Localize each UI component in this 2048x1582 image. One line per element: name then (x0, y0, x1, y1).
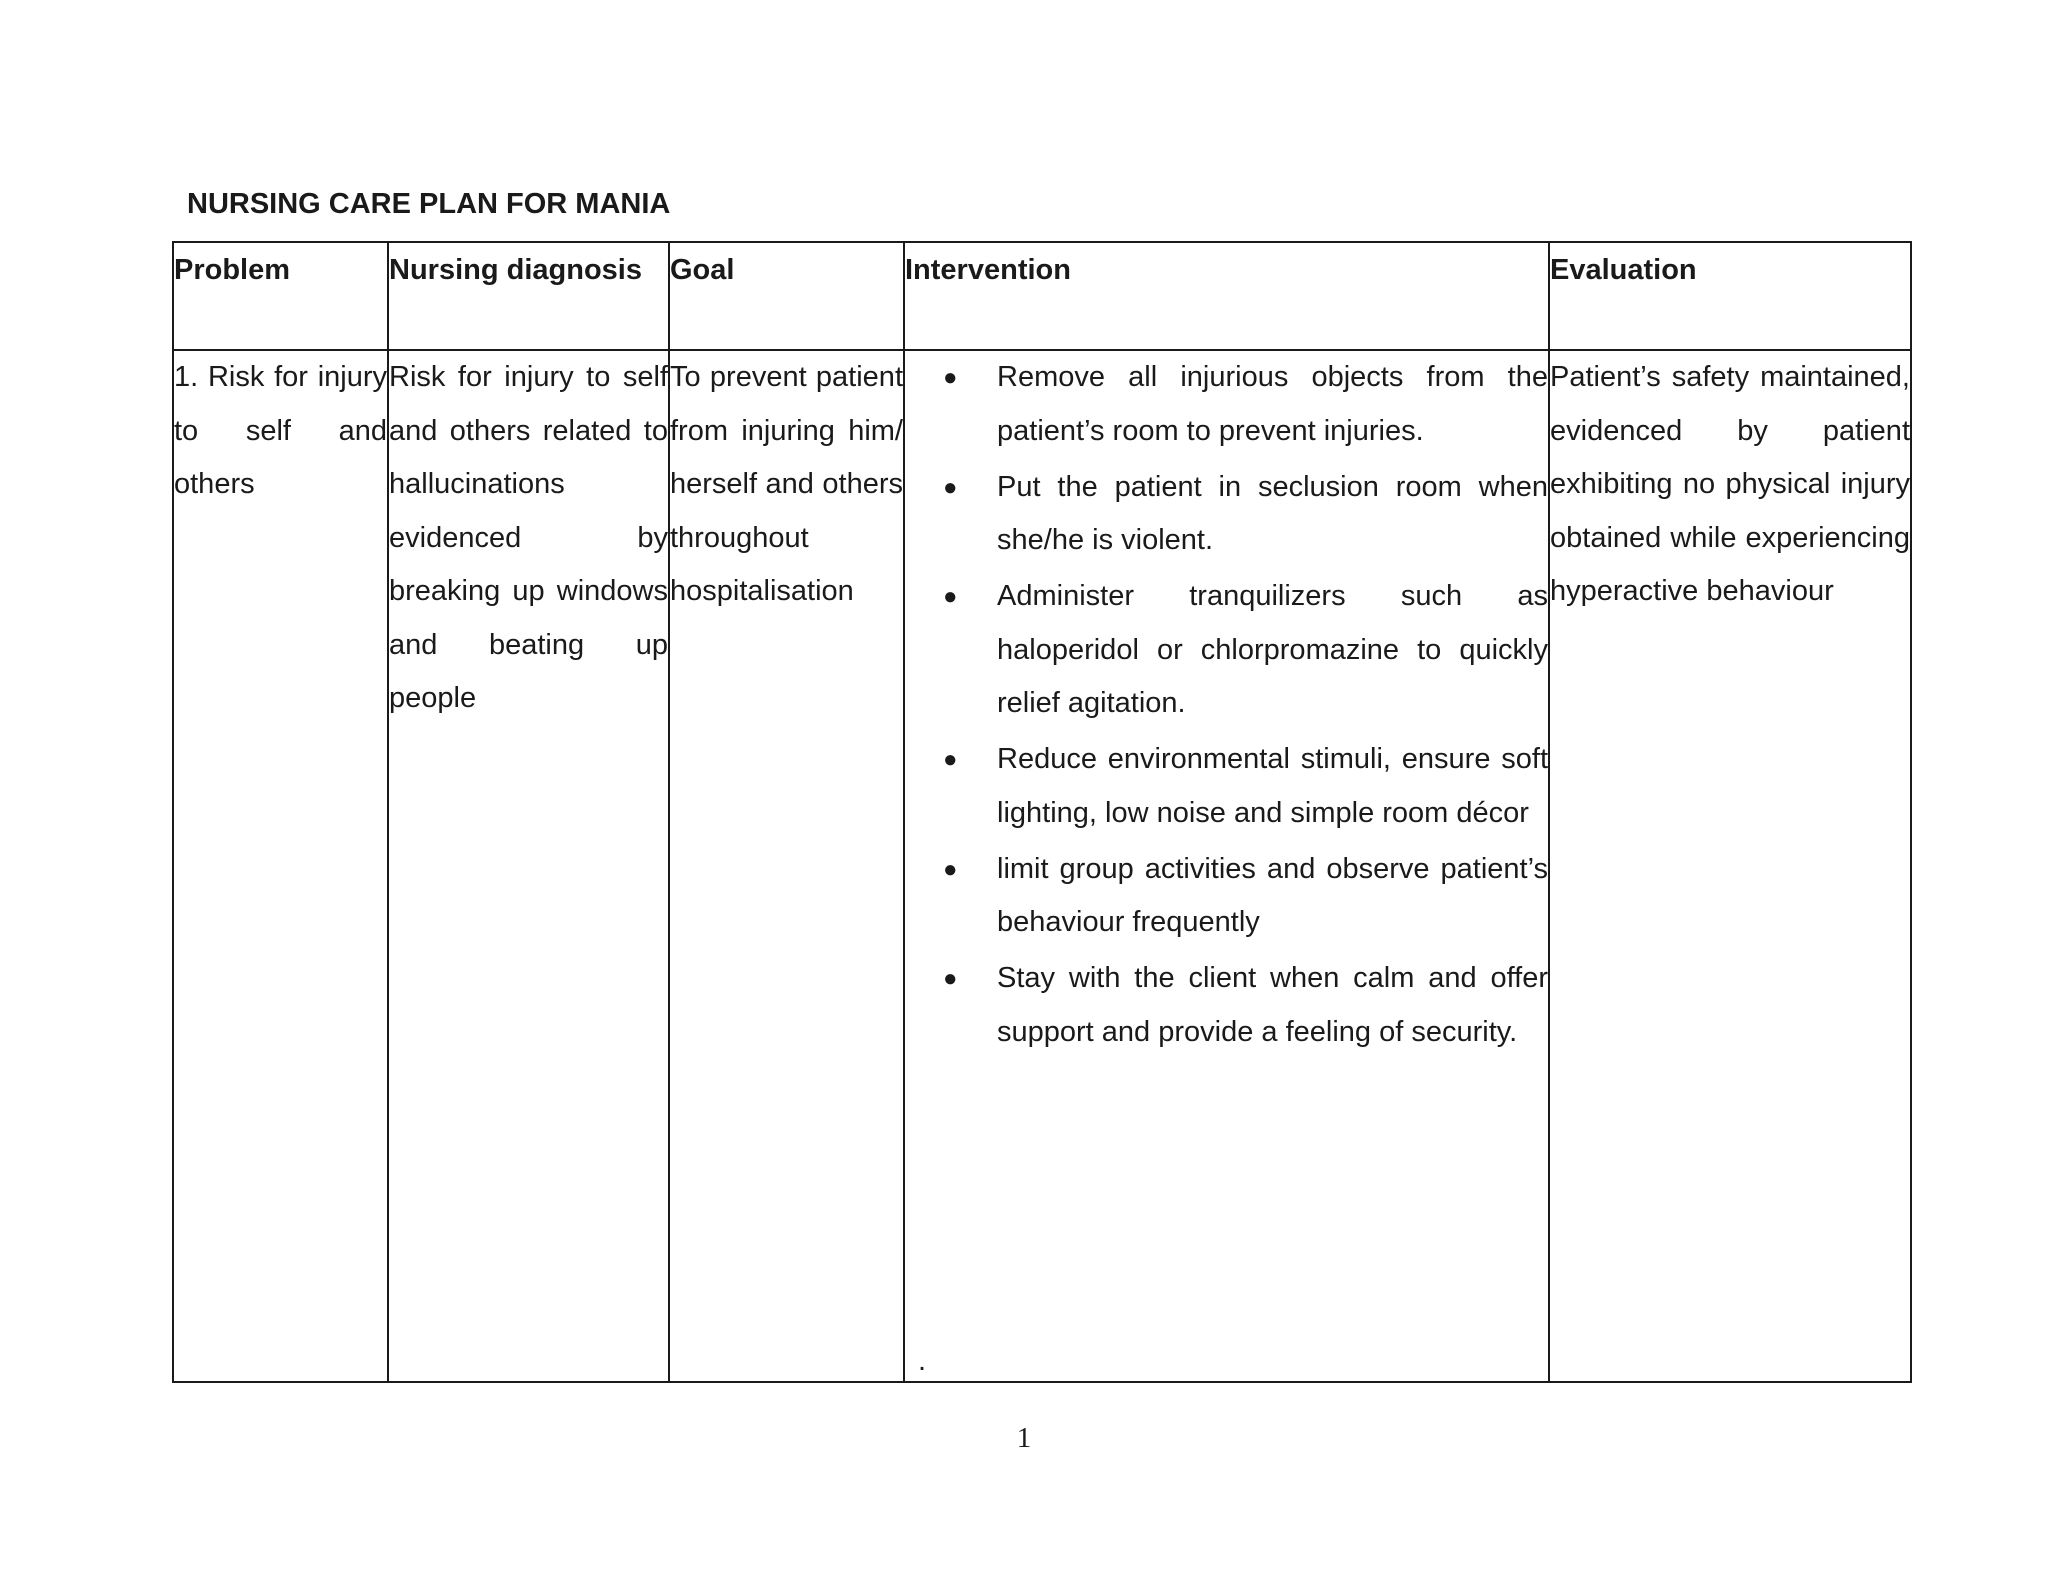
header-evaluation: Evaluation (1549, 242, 1911, 350)
intervention-text: Put the patient in seclusion room when she/he is violent. (997, 470, 1548, 556)
cell-intervention (904, 350, 1549, 1382)
header-goal: Goal (669, 242, 904, 350)
intervention-text: Remove all injurious objects from the patient’s room to prevent injuries. (997, 361, 1548, 447)
table-row (173, 350, 1911, 1382)
cell-evaluation: Patient’s safety maintained, evidenced by patient exhibiting no physical injury obtained while experiencing hyperactive behaviour (1549, 350, 1911, 1382)
bullet-icon: ● (943, 855, 958, 883)
intervention-item (943, 461, 1548, 568)
bullet-icon: ● (943, 965, 958, 992)
header-nursing-diagnosis: Nursing diagnosis (388, 242, 669, 350)
intervention-item (943, 733, 1548, 840)
page-number: 1 (1016, 1422, 1032, 1454)
intervention-item (943, 570, 1548, 731)
cell-goal: To prevent patient from injuring him/ herself and others throughout hospitalisation (669, 350, 904, 1382)
intervention-item (943, 843, 1548, 950)
intervention-text: Reduce environmental stimuli, ensure soft lighting, low noise and simple room décor (997, 743, 1548, 829)
intervention-text: Stay with the client when calm and offer support and provide a feeling of security. (997, 962, 1548, 1048)
bullet-icon: ● (943, 746, 958, 773)
intervention-item (943, 952, 1548, 1059)
cell-problem: 1. Risk for injury to self and others (173, 350, 388, 1382)
intervention-list (905, 351, 1548, 1059)
header-intervention: Intervention (904, 242, 1549, 350)
bullet-icon: ● (943, 473, 958, 501)
cell-nursing-diagnosis: Risk for injury to self and others related to hallucinations evidenced by breaking up windows and beating up people (388, 350, 669, 1382)
table-header-row (173, 242, 1911, 350)
care-plan-table (172, 241, 1912, 1383)
document-title: NURSING CARE PLAN FOR MANIA (187, 188, 671, 220)
bullet-icon: ● (943, 583, 958, 610)
intervention-item (943, 351, 1548, 458)
header-problem: Problem (173, 242, 388, 350)
intervention-trailing-mark: . (918, 1345, 927, 1377)
intervention-text: Administer tranquilizers such as haloperidol or chlorpromazine to quickly relief agitation. (997, 580, 1548, 719)
intervention-text: limit group activities and observe patient’s behaviour frequently (997, 852, 1548, 938)
bullet-icon: ● (943, 364, 958, 391)
